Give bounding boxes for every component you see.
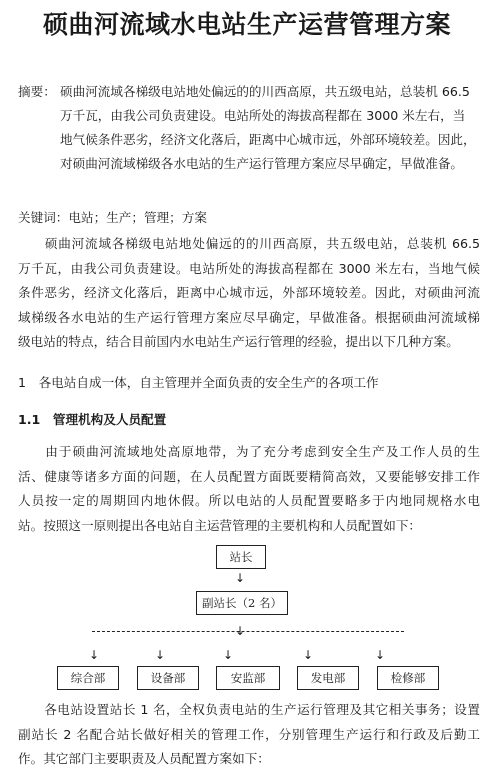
org-arrow-icon: ↓: [154, 648, 166, 662]
paragraph-line: 作。其它部门主要职责及人员配置方案如下：: [18, 751, 270, 766]
org-box-equipment-dept: 设备部: [137, 666, 199, 690]
org-arrow-icon: ↓: [234, 624, 246, 638]
paragraph-line: 由于硕曲河流域地处高原地带，为了充分考虑到安全生产及工作人员的生: [18, 444, 480, 459]
paragraph-line: 站。按照这一原则提出各电站自主运营管理的主要机构和人员配置如下：: [18, 517, 421, 533]
document-title: 硕曲河流域水电站生产运营管理方案: [42, 10, 451, 39]
org-box-maintenance-dept: 检修部: [377, 666, 439, 690]
org-box-general-dept: 综合部: [57, 666, 119, 690]
section-heading-1: 1 各电站自成一体，自主管理并全面负责的安全生产的各项工作: [18, 375, 379, 390]
paragraph-line: 条件恶劣，经济文化落后，距离中心城市远，外部环境较差。因此，对硕曲河流: [18, 285, 480, 300]
intro-paragraph: [18, 232, 480, 355]
responsibility-paragraph: [18, 698, 480, 772]
org-arrow-icon: ↓: [302, 648, 314, 662]
abstract-label: 摘要：: [18, 84, 56, 99]
abstract-line: 地气候条件恶劣，经济文化落后，距离中心城市远，外部环境较差。因此，: [60, 132, 476, 147]
org-arrow-icon: ↓: [222, 648, 234, 662]
org-box-station-head: 站长: [216, 545, 266, 569]
staffing-paragraph: [18, 440, 480, 538]
abstract: [18, 80, 480, 176]
paragraph-line: 硕曲河流域各梯级电站地处偏远的的川西高原，共五级电站，总装机 66.5: [18, 236, 480, 251]
org-dashed-connector: [92, 631, 404, 632]
org-box-generation-dept: 发电部: [297, 666, 359, 690]
paragraph-line: 各电站设置站长 1 名，全权负责电站的生产运行管理及其它相关事务；设置: [18, 702, 480, 717]
keywords: 关键词：电站；生产；管理；方案: [18, 210, 207, 225]
section-heading-1-1: 1.1 管理机构及人员配置: [18, 412, 167, 427]
paragraph-line: 万千瓦，由我公司负责建设。电站所处的海拔高程都在 3000 米左右，当地气候: [18, 260, 480, 276]
org-arrow-icon: ↓: [374, 648, 386, 662]
abstract-line: 万千瓦，由我公司负责建设。电站所处的海拔高程都在 3000 米左右，当: [60, 108, 466, 123]
abstract-line: 对硕曲河流域梯级各水电站的生产运行管理方案应尽早确定，早做准备。: [60, 156, 463, 171]
paragraph-line: 活、健康等诸多方面的问题，在人员配置方面既要精简高效，又要能够安排工作: [18, 468, 480, 484]
org-box-deputy-head: 副站长（2 名）: [196, 591, 288, 615]
paragraph-line: 副站长 2 名配合站长做好相关的管理工作，分别管理生产运行和行政及后勤工: [18, 726, 480, 742]
paragraph-line: 域梯级各水电站的生产运行管理方案应尽早确定，早做准备。根据硕曲河流域梯: [18, 309, 480, 325]
org-box-safety-dept: 安监部: [216, 666, 280, 690]
paragraph-line: 人员按一定的周期回内地休假。所以电站的人员配置要略多于内地同规格水电: [18, 493, 480, 508]
org-arrow-icon: ↓: [88, 648, 100, 662]
abstract-line: 硕曲河流域各梯级电站地处偏远的的川西高原，共五级电站，总装机 66.5: [60, 84, 470, 99]
paragraph-line: 级电站的特点，结合目前国内水电站生产运行管理的经验，提出以下几种方案。: [18, 334, 459, 349]
org-arrow-icon: ↓: [234, 571, 246, 585]
